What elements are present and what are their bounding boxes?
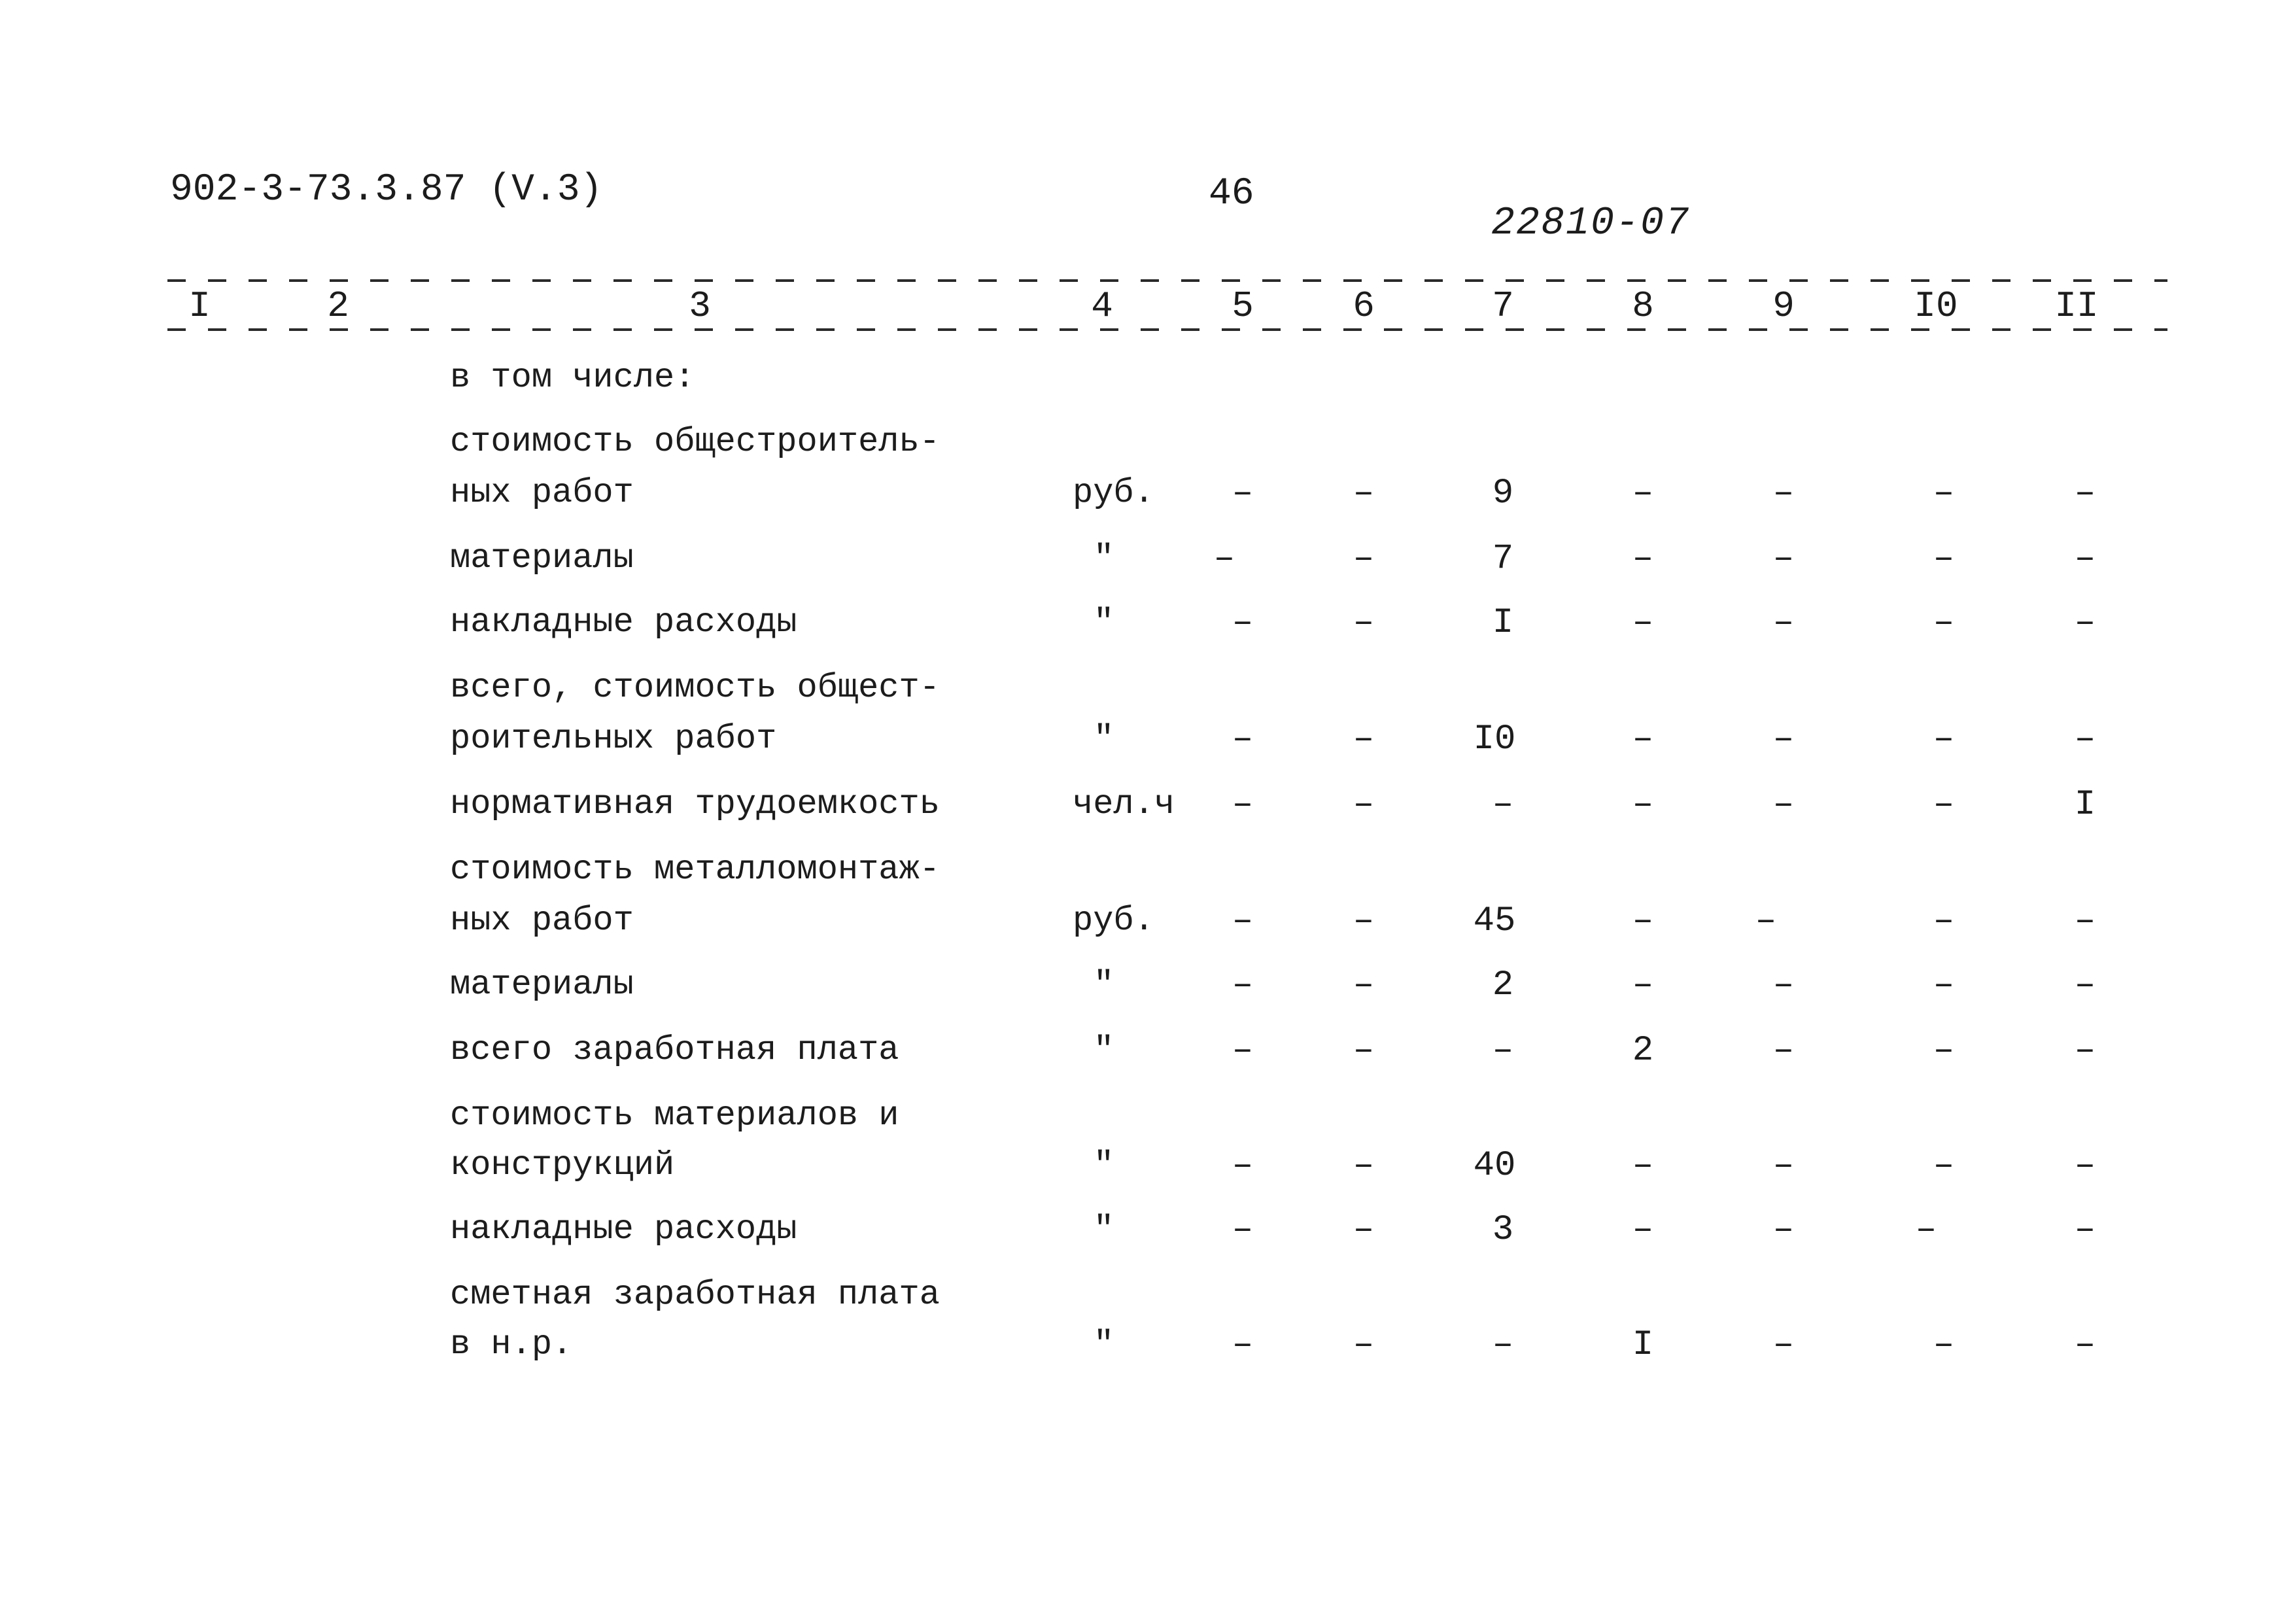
cell-col-6: – [1353,965,1375,1005]
cell-col-6: – [1353,1146,1375,1186]
cell-col-5: – [1232,1146,1254,1186]
cell-col-8: – [1632,1146,1654,1186]
row-description-line: в н.р. [450,1325,573,1364]
cell-col-6: – [1353,603,1375,643]
cell-col-5: – [1232,474,1254,513]
cell-col-6: – [1353,1031,1375,1071]
cell-col-6: – [1353,474,1375,513]
cell-col-11: – [2074,719,2096,759]
cell-col-8: – [1632,539,1654,579]
cell-col-9: – [1772,474,1795,513]
inventory-number: 22810-07 [1491,201,1691,246]
column-number-11: II [2054,285,2099,327]
page-number: 46 [1209,173,1254,215]
cell-col-10: – [1933,785,1955,825]
row-unit: чел.ч [1073,785,1175,823]
section-intro: в том числе: [450,358,695,397]
cell-col-8: 2 [1632,1031,1654,1071]
cell-col-10: – [1933,474,1955,513]
cell-col-5: – [1232,965,1254,1005]
cell-col-5: – [1232,603,1254,643]
cell-col-9: – [1772,539,1795,579]
cell-col-11: – [2074,965,2096,1005]
cell-col-6: – [1353,1325,1375,1365]
cell-col-10: – [1915,1210,1937,1250]
cell-col-11: – [2074,1325,2096,1365]
cell-col-7: I0 [1473,719,1516,759]
column-number-6: 6 [1353,285,1375,327]
row-description-line: сметная заработная плата [450,1275,940,1314]
cell-col-9: – [1772,719,1795,759]
row-description-line: накладные расходы [450,603,797,642]
cell-col-10: – [1933,539,1955,579]
cell-col-5: – [1232,1031,1254,1071]
cell-col-9: – [1772,1146,1795,1186]
cell-col-10: – [1933,603,1955,643]
cell-col-8: – [1632,965,1654,1005]
row-unit: " [1094,1210,1114,1249]
cell-col-7: 3 [1492,1210,1514,1250]
column-number-7: 7 [1492,285,1514,327]
table-header-top-rule [167,279,2167,282]
cell-col-7: 7 [1492,539,1514,579]
cell-col-7: – [1492,1325,1514,1365]
cell-col-8: – [1632,719,1654,759]
column-number-2: 2 [327,285,349,327]
row-unit: руб. [1073,901,1154,940]
cell-col-10: – [1933,1146,1955,1186]
cell-col-9: – [1772,965,1795,1005]
row-description-line: стоимость материалов и [450,1096,899,1135]
column-number-5: 5 [1232,285,1254,327]
cell-col-10: – [1933,1031,1955,1071]
column-number-10: I0 [1914,285,1958,327]
cell-col-11: – [2074,901,2096,941]
cell-col-6: – [1353,785,1375,825]
cell-col-11: I [2074,785,2096,825]
cell-col-5: – [1232,1210,1254,1250]
row-description-line: всего, стоимость общест- [450,668,940,707]
cell-col-11: – [2074,1031,2096,1071]
cell-col-9: – [1772,1210,1795,1250]
row-description-line: ных работ [450,901,634,940]
cell-col-7: 9 [1492,474,1514,513]
cell-col-6: – [1353,901,1375,941]
row-description-line: материалы [450,965,634,1004]
cell-col-7: 2 [1492,965,1514,1005]
row-description-line: ных работ [450,474,634,512]
cell-col-11: – [2074,1210,2096,1250]
cell-col-7: I [1492,603,1514,643]
row-description-line: роительных работ [450,719,777,758]
cell-col-10: – [1933,901,1955,941]
cell-col-5: – [1213,539,1235,579]
cell-col-6: – [1353,1210,1375,1250]
row-description-line: конструкций [450,1146,675,1184]
column-number-8: 8 [1632,285,1654,327]
row-unit: руб. [1073,474,1154,512]
cell-col-5: – [1232,785,1254,825]
row-unit: " [1094,1031,1114,1069]
cell-col-9: – [1772,603,1795,643]
row-description-line: стоимость металломонтаж- [450,850,940,889]
cell-col-11: – [2074,539,2096,579]
cell-col-9: – [1772,1325,1795,1365]
cell-col-5: – [1232,1325,1254,1365]
cell-col-11: – [2074,603,2096,643]
row-description-line: материалы [450,539,634,578]
column-number-9: 9 [1772,285,1795,327]
cell-col-8: I [1632,1325,1654,1365]
cell-col-8: – [1632,603,1654,643]
cell-col-7: 40 [1473,1146,1516,1186]
document-reference: 902-3-73.3.87 (V.3) [170,169,603,211]
row-unit: " [1094,719,1114,758]
row-description-line: стоимость общестроитель- [450,423,940,461]
row-description-line: нормативная трудоемкость [450,785,940,823]
cell-col-7: 45 [1473,901,1516,941]
row-description-line: накладные расходы [450,1210,797,1249]
cell-col-11: – [2074,1146,2096,1186]
cell-col-5: – [1232,719,1254,759]
cell-col-9: – [1772,785,1795,825]
cell-col-9: – [1772,1031,1795,1071]
cell-col-8: – [1632,785,1654,825]
cell-col-6: – [1353,719,1375,759]
cell-col-6: – [1353,539,1375,579]
column-number-1: I [188,285,211,327]
cell-col-11: – [2074,474,2096,513]
cell-col-8: – [1632,474,1654,513]
row-description-line: всего заработная плата [450,1031,899,1069]
cell-col-8: – [1632,901,1654,941]
cell-col-10: – [1933,965,1955,1005]
cell-col-9: – [1755,901,1777,941]
row-unit: " [1094,603,1114,642]
cell-col-7: – [1492,1031,1514,1071]
row-unit: " [1094,1146,1114,1184]
table-header-bottom-rule [167,328,2167,331]
row-unit: " [1094,1325,1114,1364]
column-number-3: 3 [689,285,711,327]
cell-col-10: – [1933,719,1955,759]
cell-col-7: – [1492,785,1514,825]
cell-col-10: – [1933,1325,1955,1365]
row-unit: " [1094,965,1114,1004]
cell-col-5: – [1232,901,1254,941]
column-number-4: 4 [1091,285,1113,327]
row-unit: " [1094,539,1114,578]
cell-col-8: – [1632,1210,1654,1250]
